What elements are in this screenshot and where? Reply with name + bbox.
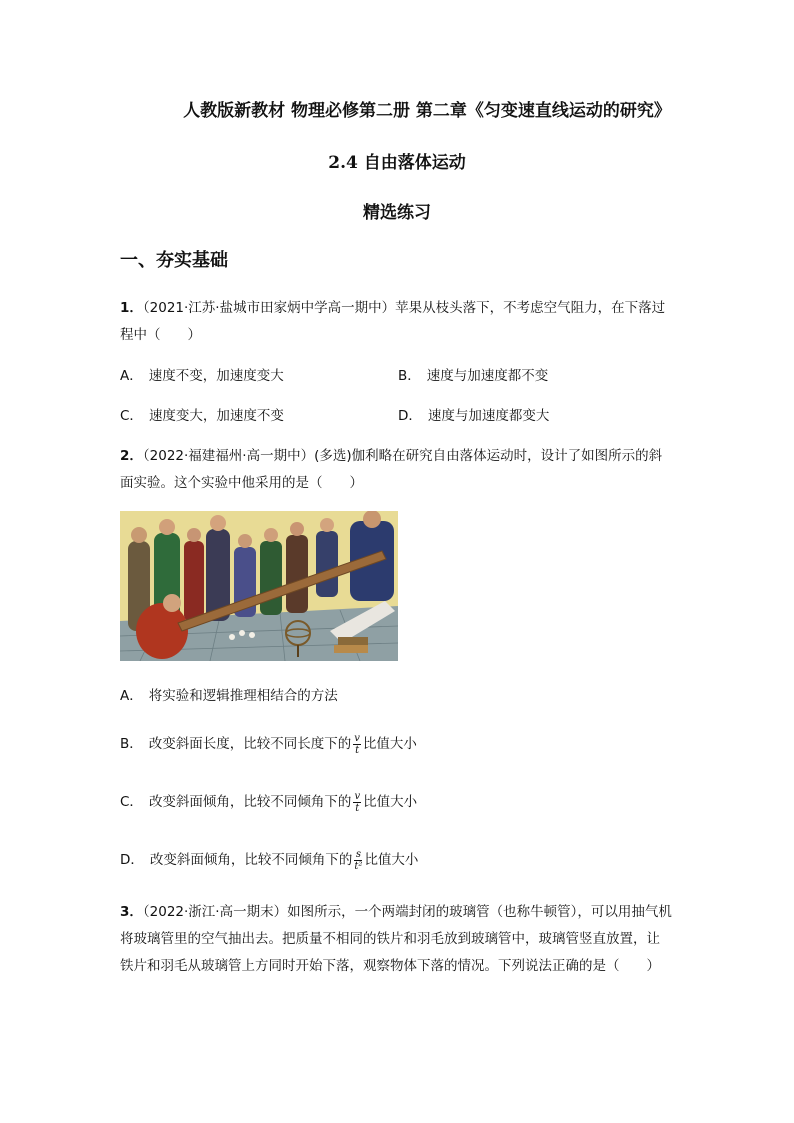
q1-option-b[interactable]: B． 速度与加速度都不变 <box>398 368 549 384</box>
q3-line1: 3．（2022·浙江·高一期末）如图所示，一个两端封闭的玻璃管（也称牛顿管），可以用抽气机 <box>120 904 672 920</box>
fraction-v-over-t: $\frac{v}{t}$ <box>354 790 361 814</box>
exercise-title: 精选练习 <box>363 203 431 223</box>
q3-line2: 将玻璃管里的空气抽出去。把质量不相同的铁片和羽毛放到玻璃管中，玻璃管竖直放置，让 <box>120 931 660 947</box>
q3-number: 3． <box>120 904 143 920</box>
q2-line2: 面实验。这个实验中他采用的是（ ） <box>120 475 363 491</box>
q2-option-d[interactable]: D． 改变斜面倾角，比较不同倾角下的 $\frac{s}{\text{t²}}$ 比值大小 <box>120 848 419 872</box>
q1-line1: 1．（2021·江苏·盐城市田家炳中学高一期中）苹果从枝头落下，不考虑空气阻力，在下落过 <box>120 300 666 316</box>
q2-option-c[interactable]: C． 改变斜面倾角，比较不同倾角下的 $\frac{v}{t}$ 比值大小 <box>120 790 418 814</box>
fraction-v-over-t: $\frac{v}{t}$ <box>354 732 360 756</box>
q2-number: 2． <box>120 448 143 464</box>
q2-option-b[interactable]: B． 改变斜面长度，比较不同长度下的 $\frac{v}{t}$ 比值大小 <box>120 732 417 756</box>
q1-number: 1． <box>120 300 143 316</box>
q3-line3: 铁片和羽毛从玻璃管上方同时开始下落，观察物体下落的情况。下列说法正确的是（ ） <box>120 958 660 974</box>
q1-option-d[interactable]: D． 速度与加速度都变大 <box>398 408 550 424</box>
q1-option-a[interactable]: A． 速度不变，加速度变大 <box>120 368 284 384</box>
lesson-title: 2.4 自由落体运动 <box>328 153 466 173</box>
document-title: 人教版新教材 物理必修第二册 第二章《匀变速直线运动的研究》 <box>183 101 671 121</box>
fraction-s-over-t-squared: $\frac{s}{\text{t²}}$ <box>354 848 363 872</box>
section-heading: 一、夯实基础 <box>120 250 228 271</box>
q2-option-a[interactable]: A． 将实验和逻辑推理相结合的方法 <box>120 688 338 704</box>
q1-option-c[interactable]: C． 速度变大，加速度不变 <box>120 408 284 424</box>
q2-line1: 2．（2022·福建福州·高一期中）(多选)伽利略在研究自由落体运动时，设计了如图所示的斜 <box>120 448 663 464</box>
q1-line2: 程中（ ） <box>120 327 201 343</box>
galileo-inclined-plane-illustration <box>120 511 398 661</box>
